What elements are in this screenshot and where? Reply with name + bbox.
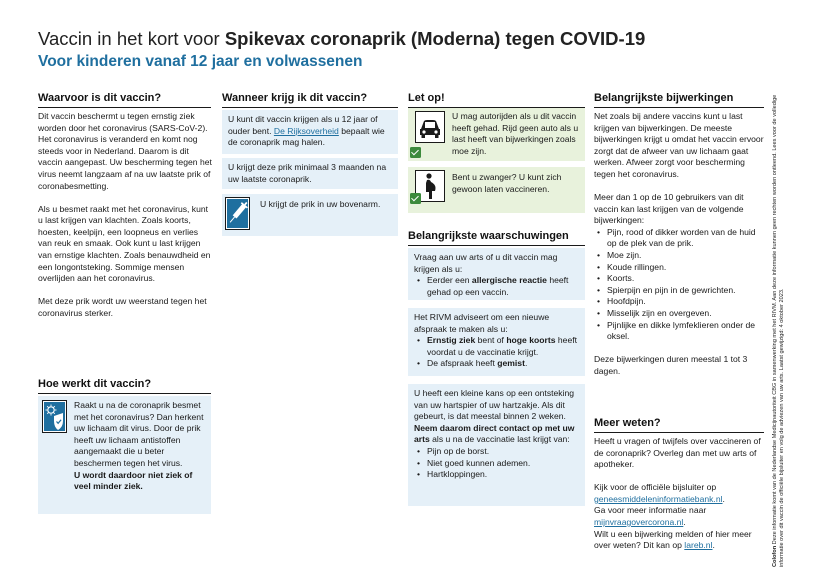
list-item: • Hoofdpijn. xyxy=(594,296,764,308)
let-op-driving-text: U mag autorijden als u dit vaccin heeft gehad. Rijd geen auto als u last heeft van bijwerkingen zoals moe zijn. xyxy=(452,111,579,156)
hoe-werkt-bold: U wordt daardoor niet ziek of veel minder ziek. xyxy=(74,469,193,492)
vaccine-syringe-icon xyxy=(225,197,250,230)
bijwerkingen-paragraph-3: Deze bijwerkingen duren meestal 1 tot 3 dagen. xyxy=(594,354,748,376)
list-item: • Misselijk zijn en overgeven. xyxy=(594,308,764,320)
meer-paragraph-1: Heeft u vragen of twijfels over vaccineren of de coronaprik? Overleg dan met uw arts of apotheker. xyxy=(594,436,761,470)
mijnvraagovercorona-link[interactable]: mijnvraagovercorona.nl xyxy=(594,517,684,528)
section-waarvoor xyxy=(38,111,213,331)
let-op-box-pregnant xyxy=(408,167,585,213)
bijwerkingen-paragraph-1: Net zoals bij andere vaccins kunt u last krijgen van bijwerkingen. De meeste bijwerkingen krijgt u omdat het vaccin ervoor zorgt dat de afweer van uw lichaam gaat werken. Afweer zorgt voor bescherming tegen het coronavirus. xyxy=(594,111,764,179)
list-item: • Pijn op de borst. xyxy=(414,446,579,458)
waarschuwing-box-heart: U heeft een kleine kans op een ontsteking van uw hartspier of uw hartzakje. Als dit gebeurt, is dat meestal binnen 2 weken. Neem daarom direct contact op met uw arts als u na de vaccinatie last krijgt van: • Pijn op de borst. • Niet goed kunnen ademen. • Hartkloppingen. xyxy=(408,384,585,506)
heading-waarvoor: Waarvoor is dit vaccin? xyxy=(38,91,211,108)
lareb-link[interactable]: lareb.nl xyxy=(684,540,713,551)
checkmark-icon xyxy=(410,193,421,204)
list-item: • Eerder een allergische reactie heeft gehad op een vaccin. xyxy=(414,275,579,298)
list-item: • Pijnlijke en dikke lymfeklieren onder de oksel. xyxy=(594,320,764,343)
wanneer-box-arm xyxy=(222,194,398,236)
list-item: • Niet goed kunnen ademen. xyxy=(414,458,579,470)
let-op-box-driving xyxy=(408,108,585,161)
list-item: • Hartkloppingen. xyxy=(414,469,579,481)
heading-let-op: Let op! xyxy=(408,91,585,108)
list-item: • Moe zijn. xyxy=(594,250,764,262)
bijwerkingen-list xyxy=(594,227,764,343)
waarvoor-paragraph-2: Als u besmet raakt met het coronavirus, kunt u last krijgen van klachten. Zoals koorts, hoesten, keelpijn, een loopneus en verlies van reuk en smaak. Ook kunt u last krijgen van ernstige klachten. Zoals benauwdheid en een longontsteking. Sommige mensen overlijden aan het coronavirus. xyxy=(38,203,211,284)
waarschuwing-box-rivm: Het RIVM adviseert om een nieuwe afspraak te maken als u: • Ernstig ziek bent of hoge koorts heeft voordat u de vaccinatie krijgt. • De afspraak heeft gemist. xyxy=(408,308,585,376)
wanneer-box-age: U kunt dit vaccin krijgen als u 12 jaar of ouder bent. De Rijksoverheid bepaalt wie de coronaprik mag halen. xyxy=(222,110,398,154)
colofon-text: Deze informatie komt van de Nederlandse Medicijnautoriteit CBG in samenwerking met het RIVM. Aan deze informatie kunnen geen rechten worden ontleend. Lees voor de volledige informatie over dit vaccin de officiële bijsluiter en volg de adviezen van uw arts. Laatst gewijzigd: 4 oktober 2023. xyxy=(772,94,785,567)
hoe-werkt-text: Raakt u na de coronaprik besmet met het coronavirus? Dan herkent uw lichaam dit virus. Door de prik heeft uw lichaam antistoffen aangemaakt die u beter beschermen tegen het virus. U wordt daardoor niet ziek of veel minder ziek. xyxy=(74,400,204,492)
wanneer-arm-text: U krijgt de prik in uw bovenarm. xyxy=(260,199,381,209)
hoe-werkt-box xyxy=(38,396,211,514)
waarvoor-paragraph-3: Met deze prik wordt uw weerstand tegen het coronavirus sterker. xyxy=(38,296,207,318)
geneesmiddeleninformatiebank-link[interactable]: geneesmiddeleninformatiebank.nl xyxy=(594,493,723,504)
rijksoverheid-link[interactable]: De Rijksoverheid xyxy=(273,125,339,136)
virus-shield-icon xyxy=(42,400,67,433)
heading-hoe-werkt: Hoe werkt dit vaccin? xyxy=(38,377,211,394)
waarschuwing-box-allergy: Vraag aan uw arts of u dit vaccin mag krijgen als u: • Eerder een allergische reactie heeft gehad op een vaccin. xyxy=(408,248,585,300)
car-icon xyxy=(415,111,445,143)
waarvoor-paragraph-1: Dit vaccin beschermt u tegen ernstig ziek worden door het coronavirus (SARS-CoV-2). Het coronavirus is veranderd en komt nog steeds voor in Nederland. Daarom is dit vaccin aangepast. Uw bescherming tegen het virus neemt langzaam af na uw laatste prik of coronabesmetting. xyxy=(38,111,212,191)
section-bijwerkingen xyxy=(594,111,764,389)
wanneer-box-interval: U krijgt deze prik minimaal 3 maanden na uw laatste coronaprik. xyxy=(222,158,398,189)
list-item: • Pijn, rood of dikker worden van de huid op de plek van de prik. xyxy=(594,227,764,250)
list-item: • Koude rillingen. xyxy=(594,262,764,274)
list-item: • Koorts. xyxy=(594,273,764,285)
heading-wanneer: Wanneer krijg ik dit vaccin? xyxy=(222,91,398,108)
colofon-label: Colofon xyxy=(772,545,778,567)
bijwerkingen-paragraph-2: Meer dan 1 op de 10 gebruikers van dit vaccin kan last krijgen van de volgende bijwerkingen: xyxy=(594,192,744,226)
list-item: • Spierpijn en pijn in de gewrichten. xyxy=(594,285,764,297)
heading-bijwerkingen: Belangrijkste bijwerkingen xyxy=(594,91,764,108)
heading-meer-weten: Meer weten? xyxy=(594,416,764,433)
heading-waarschuwingen: Belangrijkste waarschuwingen xyxy=(408,229,585,246)
list-item: • De afspraak heeft gemist. xyxy=(414,358,579,370)
page-subtitle: Voor kinderen vanaf 12 jaar en volwassenen xyxy=(38,53,363,70)
colofon xyxy=(772,86,785,567)
checkmark-icon xyxy=(410,147,421,158)
section-meer-weten: Heeft u vragen of twijfels over vaccineren of de coronaprik? Overleg dan met uw arts of apotheker. Kijk voor de officiële bijsluiter op geneesmiddeleninformatiebank.nl. Ga voor meer informatie naar mijnvraagovercorona.nl. Wilt u een bijwerking melden of hier meer over weten? Dit kan op lareb.nl. xyxy=(594,436,764,552)
page-title: Vaccin in het kort voor Spikevax coronaprik (Moderna) tegen COVID-19 xyxy=(38,28,646,49)
list-item: • Ernstig ziek bent of hoge koorts heeft voordat u de vaccinatie krijgt. xyxy=(414,335,579,358)
let-op-pregnant-text: Bent u zwanger? U kunt zich gewoon laten vaccineren. xyxy=(452,172,562,194)
